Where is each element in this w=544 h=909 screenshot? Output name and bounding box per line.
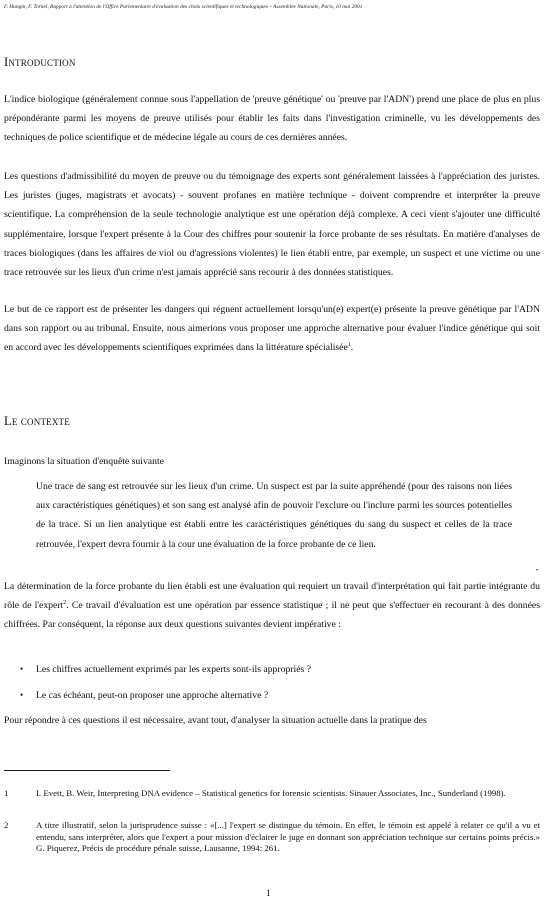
paragraph-contexte-1-text: La détermination de la force probante du lien établi est une évaluation qui requiert un travail d'interprétation qui fait partie intégrante du rôle de l'expert (4, 581, 540, 612)
footnote-number: 1 (4, 788, 9, 798)
paragraph-intro-1: L'indice biologique (généralement connue sous l'appellation de 'preuve génétique' ou 'preuve par l'ADN') prend une place de plus en plus prépondérante parmi les moyens de preuve utilisés pour établir les faits dans l'investigation criminelle, vu les développements des techniques de police scientifique et de médecine légale au cours de ces dernières années. (4, 94, 540, 144)
paragraph-intro-3 (4, 300, 540, 358)
page-number: 1 (266, 889, 271, 899)
footnote-2 (4, 820, 540, 855)
list-item-text: Le cas échéant, peut-on proposer une approche alternative ? (36, 690, 269, 701)
list-item (4, 660, 534, 679)
footnote-text: A titre illustratif, selon la jurisprudence suisse : «[...] l'expert se distingue du témoin. En effet, le témoin est appelé à relater ce qu'il a vu et entendu, sans interpréter, alors que l'expert a pour mission d'éclairer le juge en donnant son appréciation technique sur certains points précis.» G. Piquerez, Précis de procédure pénale suisse, Lausanne, 1994: 261. (36, 820, 540, 853)
section-title-introduction: Introduction (4, 55, 76, 69)
paragraph-intro-2: Les questions d'admissibilité du moyen de preuve ou du témoignage des experts sont généralement laissées à l'appréciation des juristes. Les juristes (juges, magistrats et avocats) - souvent profanes en matière technique - doivent comprendre et interpréter la preuve scientifique. La compréhension de la seule technologie analytique est une opération déjà complexe. A ceci vient s'ajouter une difficulté supplémentaire, lorsque l'expert présente à la Cour des chiffres pour soutenir la force probante de ses résultats. En matière d'analyses de traces biologiques (dans les affaires de viol ou d'agressions violentes) le lien établi entre, par exemple, un suspect et une victime ou une trace retrouvée sur les lieux d'un crime n'est jamais apprécié sans recourir à des données statistiques. (4, 171, 540, 279)
bullet-icon: • (20, 690, 24, 700)
footnote-1 (4, 788, 540, 800)
footnote-text: I. Evett, B. Weir, Interpreting DNA evidence – Statistical genetics for forensic scientists. Sinauer Associates, Inc., Sunderland (1998). (36, 788, 506, 798)
list-item (4, 686, 534, 705)
scenario-quote: Une trace de sang est retrouvée sur les lieux d'un crime. Un suspect est par la suite appréhendé (pour des raisons non liées aux caractéristiques génétiques) et son sang est analysé afin de pouvoir l'exclure ou l'inclure parmi les sources potentielles de la trace. Si un lien analytique est établi entre les caractéristiques génétiques du sang du suspect et celles de la trace retrouvée, l'expert devra fournir à la cour une évaluation de la force probante de ce lien. (36, 481, 512, 550)
footnote-divider (4, 770, 170, 771)
footnote-number: 2 (4, 820, 9, 830)
paragraph-closing: Pour répondre à ces questions il est nécessaire, avant tout, d'analyser la situation actuelle dans la pratique des (4, 715, 427, 726)
section-title-contexte: Le contexte (4, 414, 70, 428)
paragraph-intro-3-end: . (350, 342, 354, 354)
paragraph-contexte-1-rest: . Ce travail d'évaluation est une opération par essence statistique ; il ne peut que s'effectuer en recourant à des données chiffrées. Par conséquent, la réponse aux deux questions suivantes devient impérative : (4, 600, 540, 631)
bullet-icon: • (20, 664, 24, 674)
question-list (4, 660, 534, 712)
margin-mark: • (536, 568, 539, 574)
running-header: F. Hungin, F. Tornel, Rapport à l'attention de l'Office Parlementaire d'évaluation des choix scientifiques et technologiques – Assemblée Nationale, Paris, 10 mai 2001 (4, 4, 363, 10)
paragraph-intro-3-text: Le but de ce rapport est de présenter les dangers qui régnent actuellement lorsqu'un(e) expert(e) présente la preuve génétique par l'ADN dans son rapport ou au tribunal. Ensuite, nous aimerions vous proposer une approche alternative pour évaluer l'indice génétique qui soit en accord avec les développements scientifiques exprimées dans la littérature spécialisée (4, 304, 540, 354)
list-item-text: Les chiffres actuellement exprimés par les experts sont-ils appropriés ? (36, 664, 312, 675)
paragraph-contexte-1 (4, 577, 540, 635)
footnote-ref-2[interactable]: 2 (63, 599, 67, 606)
footnote-ref-1[interactable]: 1 (347, 342, 351, 349)
scenario-lead: Imaginons la situation d'enquête suivante (4, 456, 164, 467)
